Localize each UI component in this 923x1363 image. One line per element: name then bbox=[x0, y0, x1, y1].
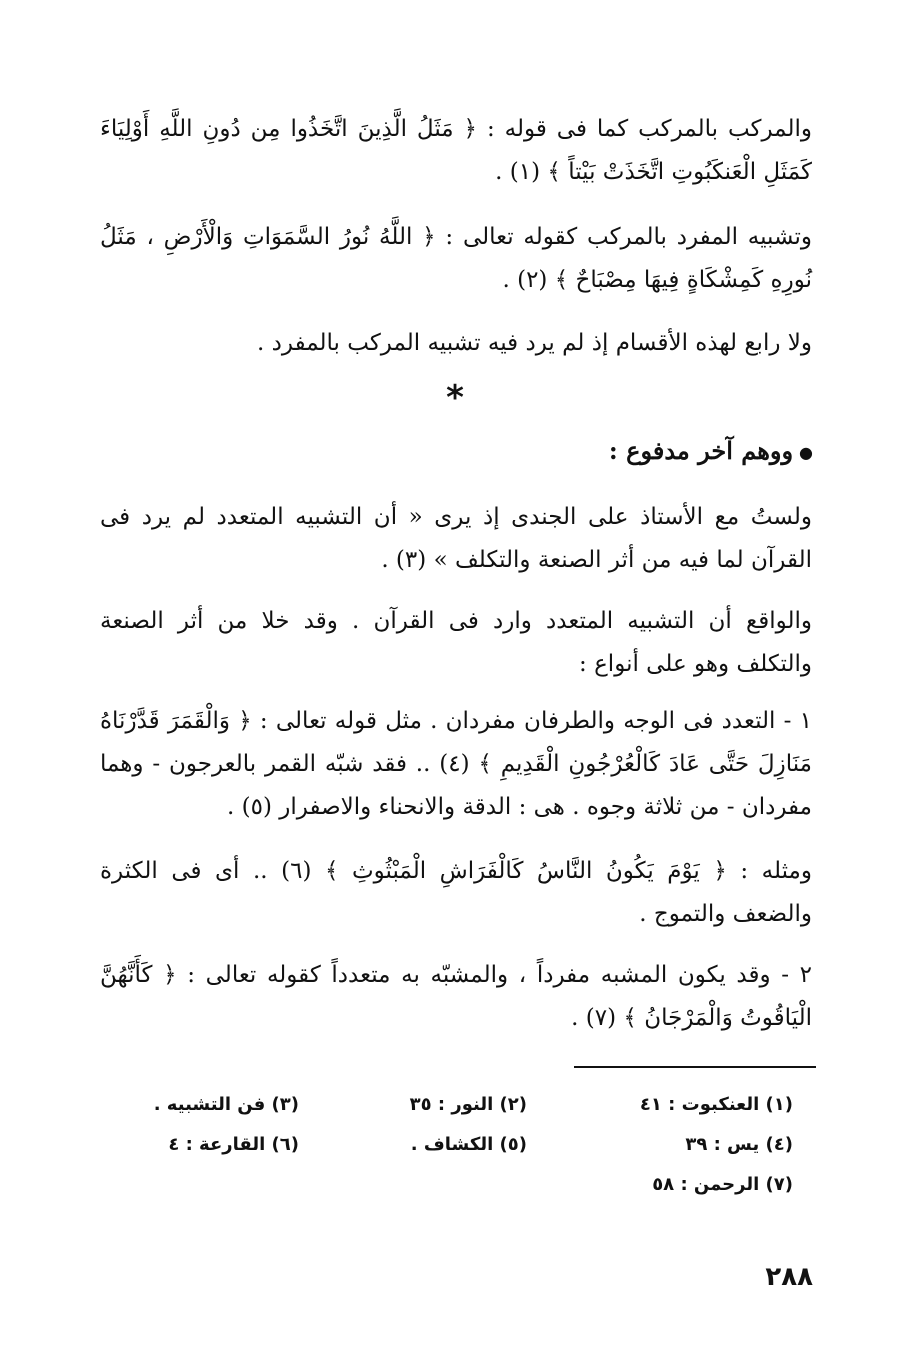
paragraph-type-one: ١ - التعدد فى الوجه والطرفان مفردان . مثل قوله تعالى : ﴿ وَالْقَمَرَ قَدَّرْنَاهُ مَنَازِلَ حَتَّى عَادَ كَالْعُرْجُونِ الْقَدِيمِ ﴾ (٤) .. فقد شبّه القمر بالعرجون - وهما مفردان - من ثلاثة وجوه . هى : الدقة والانحناء والاصفرار (٥) . bbox=[100, 708, 813, 820]
footnote-divider bbox=[574, 1066, 816, 1068]
footnote-6: (٦) القارعة : ٤ bbox=[168, 1134, 299, 1155]
paragraph-type-two: ٢ - وقد يكون المشبه مفرداً ، والمشبّه به متعدداً كقوله تعالى : ﴿ كَأَنَّهُنَّ الْيَاقُوتُ وَالْمَرْجَانُ ﴾ (٧) . bbox=[100, 962, 812, 1031]
paragraph-reality: والواقع أن التشبيه المتعدد وارد فى القرآن . وقد خلا من أثر الصنعة والتكلف وهو على أنواع : bbox=[100, 608, 812, 677]
bullet-icon: ● bbox=[799, 443, 813, 462]
section-heading-text: ووهم آخر مدفوع : bbox=[608, 436, 794, 465]
footnote-3: (٣) فن التشبيه . bbox=[153, 1094, 299, 1115]
paragraph-no-fourth-type: ولا رابع لهذه الأقسام إذ لم يرد فيه تشبيه المركب بالمفرد . bbox=[257, 330, 812, 356]
paragraph-composite-simile: والمركب بالمركب كما فى قوله : ﴿ مَثَلُ الَّذِينَ اتَّخَذُوا مِن دُونِ اللَّهِ أَوْلِيَاءَ كَمَثَلِ الْعَنكَبُوتِ اتَّخَذَتْ بَيْتاً ﴾ (١) . bbox=[100, 116, 812, 185]
page-number: ٢٨٨ bbox=[765, 1262, 813, 1292]
footnote-1: (١) العنكبوت : ٤١ bbox=[639, 1094, 793, 1115]
section-heading bbox=[609, 436, 813, 465]
paragraph-single-to-composite: وتشبيه المفرد بالمركب كقوله تعالى : ﴿ اللَّهُ نُورُ السَّمَوَاتِ وَالْأَرْضِ ، مَثَلُ نُورِهِ كَمِشْكَاةٍ فِيهَا مِصْبَاحٌ ﴾ (٢) . bbox=[100, 224, 812, 293]
footnote-2: (٢) النور : ٣٥ bbox=[409, 1094, 527, 1115]
section-separator: * bbox=[446, 378, 464, 418]
paragraph-example: ومثله : ﴿ يَوْمَ يَكُونُ النَّاسُ كَالْفَرَاشِ الْمَبْثُوثِ ﴾ (٦) .. أى فى الكثرة والضعف والتموج . bbox=[100, 858, 812, 927]
footnote-5: (٥) الكشاف . bbox=[410, 1134, 527, 1155]
paragraph-objection: ولستُ مع الأستاذ على الجندى إذ يرى « أن التشبيه المتعدد لم يرد فى القرآن لما فيه من أثر الصنعة والتكلف » (٣) . bbox=[100, 504, 812, 573]
footnote-4: (٤) يس : ٣٩ bbox=[685, 1134, 793, 1155]
footnote-7: (٧) الرحمن : ٥٨ bbox=[652, 1174, 793, 1195]
